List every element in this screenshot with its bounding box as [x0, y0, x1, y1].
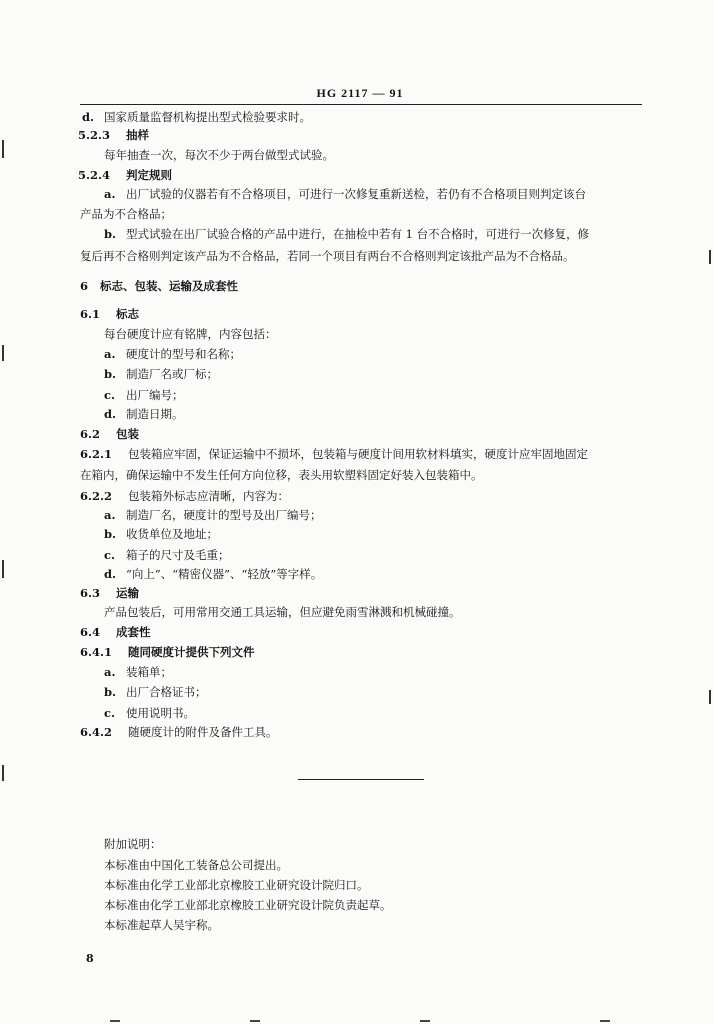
clause-number: 6.4.1	[80, 645, 113, 659]
clause-text: 装箱单；	[126, 665, 172, 679]
end-rule	[298, 779, 424, 780]
clause-number: c.	[104, 706, 116, 720]
clause-text: 每年抽查一次，每次不少于两台做型式试验。	[104, 148, 334, 162]
text-line	[104, 526, 218, 542]
clause-text: 包装	[116, 427, 139, 441]
clause-text: 国家质量监督机构提出型式检验要求时。	[104, 110, 311, 124]
clause-number: a.	[104, 665, 116, 679]
standard-code-header: HG 2117 — 91	[316, 86, 404, 100]
page-number: 8	[86, 952, 94, 965]
clause-text: 制造厂名，硬度计的型号及出厂编号；	[126, 508, 322, 522]
text-line	[80, 644, 255, 660]
clause-number: d.	[104, 567, 117, 581]
text-line	[104, 186, 586, 202]
clause-text: 标志、包装、运输及成套性	[100, 279, 238, 293]
clause-text: 收货单位及地址；	[126, 527, 218, 541]
clause-text: 制造日期。	[126, 407, 184, 421]
clause-text: 出厂编号；	[126, 388, 184, 402]
text-line	[104, 387, 184, 403]
clause-text: 在箱内，确保运输中不发生任何方向位移，表头用软塑料固定好装入包装箱中。	[80, 468, 483, 482]
text-line	[80, 467, 483, 483]
clause-number: d.	[104, 407, 117, 421]
scan-margin-mark	[2, 345, 4, 361]
text-line	[80, 488, 289, 504]
note-line: 本标准由化学工业部北京橡胶工业研究设计院归口。	[104, 878, 369, 892]
scan-margin-mark	[709, 250, 711, 264]
scan-speck	[110, 1020, 120, 1022]
text-line	[82, 109, 311, 125]
clause-number: a.	[104, 508, 116, 522]
scan-margin-mark	[2, 560, 4, 578]
clause-number: 6.2.1	[80, 447, 113, 461]
scan-margin-mark	[709, 690, 711, 704]
text-line	[104, 346, 241, 362]
scan-speck	[250, 1020, 260, 1022]
note-line: 本标准由化学工业部北京橡胶工业研究设计院负责起草。	[104, 898, 392, 912]
text-line	[104, 226, 589, 242]
clause-text: 出厂试验的仪器若有不合格项目，可进行一次修复重新送检，若仍有不合格项目则判定该台	[126, 187, 586, 201]
clause-text: 产品为不合格品；	[80, 207, 172, 221]
clause-number: b.	[104, 527, 117, 541]
text-line	[80, 446, 588, 462]
text-line	[80, 206, 172, 222]
clause-text: 复后再不合格则判定该产品为不合格品，若同一个项目有两台不合格则判定该批产品为不合格品。	[80, 249, 575, 263]
text-line	[78, 167, 172, 183]
clause-text: 出厂合格证书；	[126, 685, 207, 699]
text-line	[80, 278, 238, 294]
text-line	[104, 604, 461, 620]
clause-number: b.	[104, 227, 117, 241]
text-line	[104, 664, 172, 680]
clause-number: b.	[104, 685, 117, 699]
clause-text: 标志	[116, 307, 139, 321]
scan-speck	[420, 1020, 430, 1022]
clause-text: 每台硬度计应有铭牌，内容包括：	[104, 327, 277, 341]
clause-text: 包装箱应牢固，保证运输中不损坏，包装箱与硬度计间用软材料填实，硬度计应牢固地固定	[128, 447, 588, 461]
clause-text: 箱子的尺寸及毛重；	[126, 548, 230, 562]
clause-number: a.	[104, 347, 116, 361]
clause-text: 型式试验在出厂试验合格的产品中进行，在抽检中若有 1 台不合格时，可进行一次修复，修	[126, 227, 590, 241]
clause-text: 使用说明书。	[126, 706, 195, 720]
clause-text: 随同硬度计提供下列文件	[128, 645, 255, 659]
clause-text: 运输	[116, 586, 139, 600]
clause-text: 包装箱外标志应清晰，内容为：	[128, 489, 289, 503]
clause-number: 6.1	[80, 307, 101, 321]
clause-number: b.	[104, 367, 117, 381]
text-line	[80, 624, 151, 640]
clause-number: 6.2.2	[80, 489, 113, 503]
text-line	[80, 724, 278, 740]
text-line	[80, 585, 139, 601]
clause-text: 成套性	[116, 625, 151, 639]
clause-text: “向上”、“精密仪器”、“轻放”等字样。	[126, 567, 323, 581]
clause-text: 判定规则	[126, 168, 172, 182]
header-rule	[80, 104, 642, 105]
text-line	[78, 127, 149, 143]
clause-number: 5.2.4	[78, 168, 111, 182]
clause-number: 6.4.2	[80, 725, 113, 739]
clause-number: 6.4	[80, 625, 101, 639]
clause-number: d.	[82, 110, 95, 124]
text-line	[104, 547, 230, 563]
clause-number: 6.2	[80, 427, 101, 441]
clause-number: a.	[104, 187, 116, 201]
clause-number: c.	[104, 388, 116, 402]
clause-number: c.	[104, 548, 116, 562]
clause-text: 随硬度计的附件及备件工具。	[128, 725, 278, 739]
clause-number: 6	[80, 279, 89, 293]
text-line	[104, 705, 195, 721]
text-line	[104, 566, 322, 582]
scan-margin-mark	[2, 765, 4, 781]
text-line	[104, 366, 218, 382]
note-line: 本标准起草人吴宇称。	[104, 918, 219, 932]
clause-number: 6.3	[80, 586, 101, 600]
note-line: 附加说明：	[104, 837, 162, 851]
clause-text: 硬度计的型号和名称；	[126, 347, 241, 361]
scan-speck	[600, 1020, 610, 1022]
text-line	[104, 326, 277, 342]
clause-text: 抽样	[126, 128, 149, 142]
text-line	[80, 426, 139, 442]
text-line	[80, 248, 575, 264]
text-line	[104, 406, 184, 422]
clause-text: 制造厂名或厂标；	[126, 367, 218, 381]
scan-margin-mark	[2, 140, 4, 158]
text-line	[104, 507, 322, 523]
note-line: 本标准由中国化工装备总公司提出。	[104, 858, 288, 872]
text-line	[104, 147, 334, 163]
text-line	[104, 684, 207, 700]
clause-number: 5.2.3	[78, 128, 111, 142]
text-line	[80, 306, 139, 322]
clause-text: 产品包装后，可用常用交通工具运输，但应避免雨雪淋溅和机械碰撞。	[104, 605, 461, 619]
